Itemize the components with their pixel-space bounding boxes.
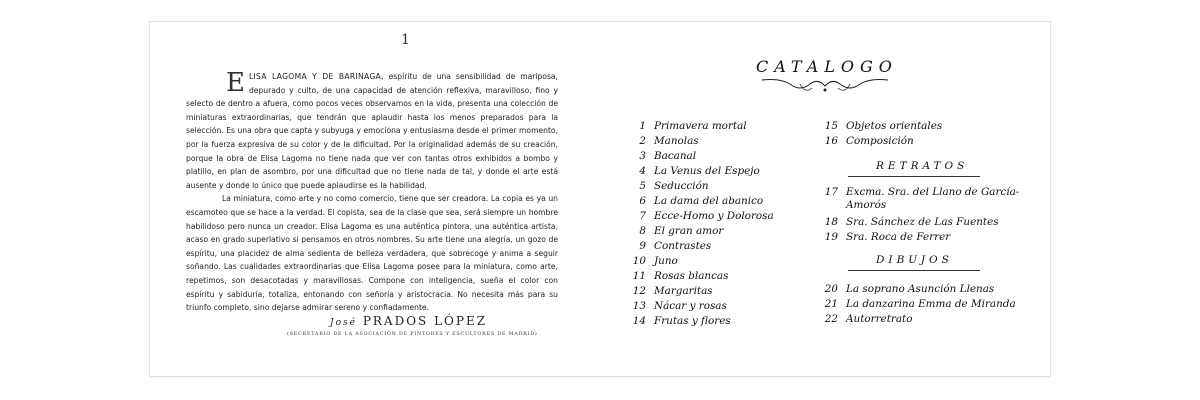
signature-affiliation: (SECRETARIO DE LA ASOCIACIÓN DE PINTORES Y ESCULTORES DE MADRID) bbox=[287, 332, 538, 337]
catalog-entry bbox=[632, 315, 731, 327]
catalog-entry-number: 12 bbox=[632, 285, 646, 297]
catalog-entry bbox=[639, 210, 774, 222]
catalog-entry bbox=[824, 283, 995, 295]
catalog-entry-title: Sra. Sánchez de Las Fuentes bbox=[846, 215, 999, 228]
catalog-entry-number: 7 bbox=[639, 210, 646, 222]
catalog-entry-title: La dama del abanico bbox=[654, 195, 764, 207]
catalog-entry-title: Sra. Roca de Ferrer bbox=[846, 230, 951, 243]
catalog-entry-number: 13 bbox=[632, 300, 646, 312]
section-heading-retratos: RETRATOS bbox=[876, 160, 969, 172]
catalog-entry-title: Composición bbox=[846, 135, 914, 147]
essay-paragraph-2: La miniatura, como arte y no como comercio, tiene que ser creadora. La copia es ya un escamoteo que se hace a la verdad. El copista, sea de la clase que sea, será siempre un hombre habilidoso pero nunca un creador. Elisa Lagoma es una auténtica pintora, una auténtica artista, acaso en grado superlativo si pensamos en otros nombres. Su arte tiene una alegría, un gozo de espíritu, una placidez de alma sedienta de belleza verdadera, que sobrecoge y anima a seguir soñando. Las cualidades extraordinarias que Elisa Lagoma posee para la miniatura, como arte, repetimos, son desacotadas y maravillosas. Compone con inteligencia, sueña el color con espíritu y sabiduría, totaliza, entonando con señoría y aristocracia. No necesita más para su triunfo completo, sino dejarse admirar sereno y confiadamente. bbox=[186, 194, 558, 313]
catalog-entry-number: 8 bbox=[639, 225, 646, 237]
catalog-entry-number: 1 bbox=[639, 120, 646, 132]
catalog-entry-title: Primavera mortal bbox=[654, 120, 747, 132]
drop-cap: E bbox=[226, 68, 245, 98]
catalog-entry bbox=[639, 240, 712, 252]
essay-paragraph-1 bbox=[186, 70, 558, 192]
catalog-entry-number: 10 bbox=[632, 255, 646, 267]
catalog-entry-title: Autorretrato bbox=[846, 313, 913, 325]
catalog-entry-number: 17 bbox=[824, 186, 838, 198]
catalog-entry bbox=[632, 255, 678, 267]
catalog-entry bbox=[639, 195, 764, 207]
section-rule-dibujos bbox=[848, 270, 980, 271]
section-heading-dibujos: DIBUJOS bbox=[876, 254, 953, 266]
catalog-entry-number: 21 bbox=[824, 298, 838, 310]
catalog-entry bbox=[632, 285, 713, 297]
catalog-entry-number: 19 bbox=[824, 230, 838, 243]
signature bbox=[330, 314, 487, 328]
catalog-title: CATALOGO bbox=[756, 57, 898, 76]
catalog-entry-number: 2 bbox=[639, 135, 646, 147]
ornament-flourish-icon bbox=[760, 76, 890, 98]
catalog-entry-title: Objetos orientales bbox=[846, 120, 943, 132]
catalog-entry-number: 6 bbox=[639, 195, 646, 207]
catalog-entry bbox=[632, 270, 729, 282]
signature-first-name: José bbox=[330, 318, 357, 328]
catalog-entry bbox=[639, 180, 709, 192]
catalog-entry-number: 3 bbox=[639, 150, 646, 162]
catalog-entry-title: La danzarina Emma de Miranda bbox=[846, 298, 1016, 310]
catalog-entry-title: Juno bbox=[654, 255, 678, 267]
catalog-entry bbox=[824, 230, 951, 243]
catalog-entry-number: 18 bbox=[824, 215, 838, 228]
catalog-entry-number: 16 bbox=[824, 135, 838, 147]
catalog-entry-number: 11 bbox=[632, 270, 646, 282]
catalog-entry bbox=[632, 300, 727, 312]
catalog-entry bbox=[639, 120, 747, 132]
catalog-entry-title: La Venus del Espejo bbox=[654, 165, 760, 177]
catalog-entry-title: Seducción bbox=[654, 180, 709, 192]
catalog-entry bbox=[824, 135, 914, 147]
catalog-entry-title: Excma. Sra. del Llano de García- bbox=[846, 186, 1020, 198]
catalog-entry-number: 4 bbox=[639, 165, 646, 177]
catalog-entry-title: Contrastes bbox=[654, 240, 712, 252]
catalog-entry-number: 15 bbox=[824, 120, 838, 132]
catalog-entry-number: 5 bbox=[639, 180, 646, 192]
catalog-entry bbox=[639, 150, 697, 162]
signature-surname: PRADOS LÓPEZ bbox=[362, 314, 488, 328]
catalog-entry bbox=[824, 298, 1016, 310]
catalog-entry-title: Frutas y flores bbox=[654, 315, 731, 327]
catalog-entry-title: Nácar y rosas bbox=[654, 300, 727, 312]
page-mark: 1 bbox=[401, 32, 410, 48]
catalog-entry-number: 9 bbox=[639, 240, 646, 252]
catalog-entry-title: Manolas bbox=[654, 135, 699, 147]
essay-text bbox=[186, 70, 558, 315]
catalog-entry-number: 14 bbox=[632, 315, 646, 327]
catalog-entry bbox=[639, 135, 699, 147]
section-rule-retratos bbox=[848, 176, 980, 177]
catalog-entry bbox=[824, 313, 913, 325]
catalog-entry bbox=[639, 225, 724, 237]
catalog-entry-title-continued: Amorós bbox=[846, 198, 887, 211]
catalog-entry bbox=[824, 120, 943, 132]
essay-lead: LISA LAGOMA Y DE BARINAGA, bbox=[248, 72, 384, 81]
catalog-entry-number: 22 bbox=[824, 313, 838, 325]
catalog-entry bbox=[639, 165, 760, 177]
catalog-entry bbox=[824, 186, 1020, 198]
catalog-entry-title: El gran amor bbox=[654, 225, 724, 237]
catalog-entry bbox=[824, 215, 999, 228]
catalog-entry-title: Ecce-Homo y Dolorosa bbox=[654, 210, 774, 222]
catalog-entry-title: Rosas blancas bbox=[654, 270, 729, 282]
catalog-entry-title: Margaritas bbox=[654, 285, 713, 297]
catalog-entry-title: La soprano Asunción Llenas bbox=[846, 283, 995, 295]
essay-paragraph-1-text: espíritu de una sensibilidad de mariposa, depurado y culto, de una capacidad de atención reflexiva, maravilloso, fino y selecto de dentro a afuera, como pocos veces observamos en la vida, presenta una colección de miniaturas extraordinarias, que tendrán que aplaudir hasta los menos preparados para la selección. Es una obra que capta y subyuga y emociona y entusiasma desde el primer momento, por la fuerza expresiva de su color y de la dificultad. Por la originalidad además de su creación, porque la obra de Elisa Lagoma no tiene nada que ver con tantas otros exhibidos a bombo y platillo, en plan de asombro, por una dificultad que no tiene nada de tal, y donde el arte está ausente y donde lo único que puede aplaudirse es la habilidad. bbox=[186, 72, 558, 190]
catalog-entry-number: 20 bbox=[824, 283, 838, 295]
catalog-entry-title: Bacanal bbox=[654, 150, 697, 162]
